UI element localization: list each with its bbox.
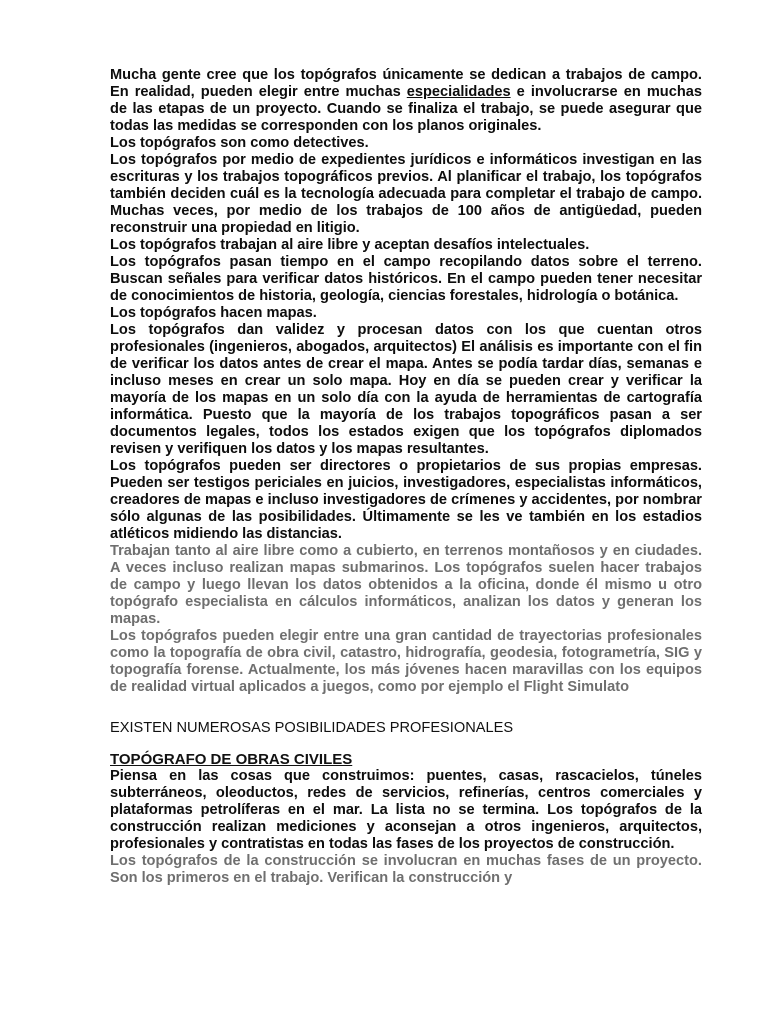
especialidades-link[interactable]: especialidades <box>406 84 511 100</box>
intro-text-before: Mucha gente cree que los topógrafos únicamente se dedican a trabajos de campo. En realidad, pueden elegir entre muchas <box>110 67 702 100</box>
paragraph-investigan: Los topógrafos por medio de expedientes jurídicos e informáticos investigan en las escrituras y los trabajos topográficos previos. Al planificar el trabajo, los topógrafos también deciden cuál es la tecnología adecuada para completar el trabajo de campo. Muchas veces, por medio de los trabajos de 100 años de antigüedad, pueden reconstruir una propiedad en litigio. <box>110 152 702 236</box>
paragraph-hacen-mapas: Los topógrafos hacen mapas. <box>110 305 317 321</box>
paragraph-intro <box>110 67 702 135</box>
paragraph-trabajan: Trabajan tanto al aire libre como a cubierto, en terrenos montañosos y en ciudades. A veces incluso realizan mapas submarinos. Los topógrafos suelen hacer trabajos de campo y luego llevan los datos obtenidos a la oficina, donde él mismo u otro topógrafo especialista en cálculos informáticos, analizan los datos y generan los mapas. <box>110 543 702 627</box>
intro-text-after: e involucrarse en muchas de las etapas de un proyecto. Cuando se finaliza el trabajo, se puede asegurar que todas las medidas se corresponden con los planos originales. <box>110 84 702 134</box>
paragraph-detectives: Los topógrafos son como detectives. <box>110 135 369 151</box>
section-subheading: TOPÓGRAFO DE OBRAS CIVILES <box>110 751 353 768</box>
paragraph-validez: Los topógrafos dan validez y procesan datos con los que cuentan otros profesionales (ingenieros, abogados, arquitectos) El análisis es importante con el fin de verificar los datos antes de crear el mapa. Antes se podía tardar días, semanas e incluso meses en crear un solo mapa. Hoy en día se pueden crear y verificar la mayoría de los mapas en un solo día con la ayuda de herramientas de cartografía informática. Puesto que la mayoría de los trabajos topográficos pasan a ser documentos legales, todos los estados exigen que los topógrafos diplomados revisen y verifiquen los datos y los mapas resultantes. <box>110 322 702 457</box>
paragraph-directores: Los topógrafos pueden ser directores o propietarios de sus propias empresas. Pueden ser testigos periciales en juicios, investigadores, especialistas informáticos, creadores de mapas e incluso investigadores de crímenes y accidentes, por nombrar sólo algunas de las posibilidades. Últimamente se les ve también en los estadios atléticos midiendo las distancias. <box>110 458 702 542</box>
paragraph-trayectorias: Los topógrafos pueden elegir entre una gran cantidad de trayectorias profesionales como la topografía de obra civil, catastro, hidrografía, geodesia, fotogrametría, SIG y topografía forense. Actualmente, los más jóvenes hacen maravillas con los equipos de realidad virtual aplicados a juegos, como por ejemplo el Flight Simulato <box>110 628 702 695</box>
paragraph-fases: Los topógrafos de la construcción se involucran en muchas fases de un proyecto. Son los primeros en el trabajo. Verifican la construcción y <box>110 853 702 886</box>
section-heading: EXISTEN NUMEROSAS POSIBILIDADES PROFESIONALES <box>110 720 514 736</box>
paragraph-construimos: Piensa en las cosas que construimos: puentes, casas, rascacielos, túneles subterráneos, oleoductos, redes de servicios, refinerías, centros comerciales y plataformas petrolíferas en el mar. La lista no se termina. Los topógrafos de la construcción realizan mediciones y aconsejan a otros ingenieros, arquitectos, profesionales y contratistas en todas las fases de los proyectos de construcción. <box>110 768 702 852</box>
paragraph-campo: Los topógrafos pasan tiempo en el campo recopilando datos sobre el terreno. Buscan señales para verificar datos históricos. En el campo pueden tener necesitar de conocimientos de historia, geología, ciencias forestales, hidrología o botánica. <box>110 254 702 304</box>
paragraph-aire-libre: Los topógrafos trabajan al aire libre y aceptan desafíos intelectuales. <box>110 237 590 253</box>
document-page <box>110 67 702 887</box>
